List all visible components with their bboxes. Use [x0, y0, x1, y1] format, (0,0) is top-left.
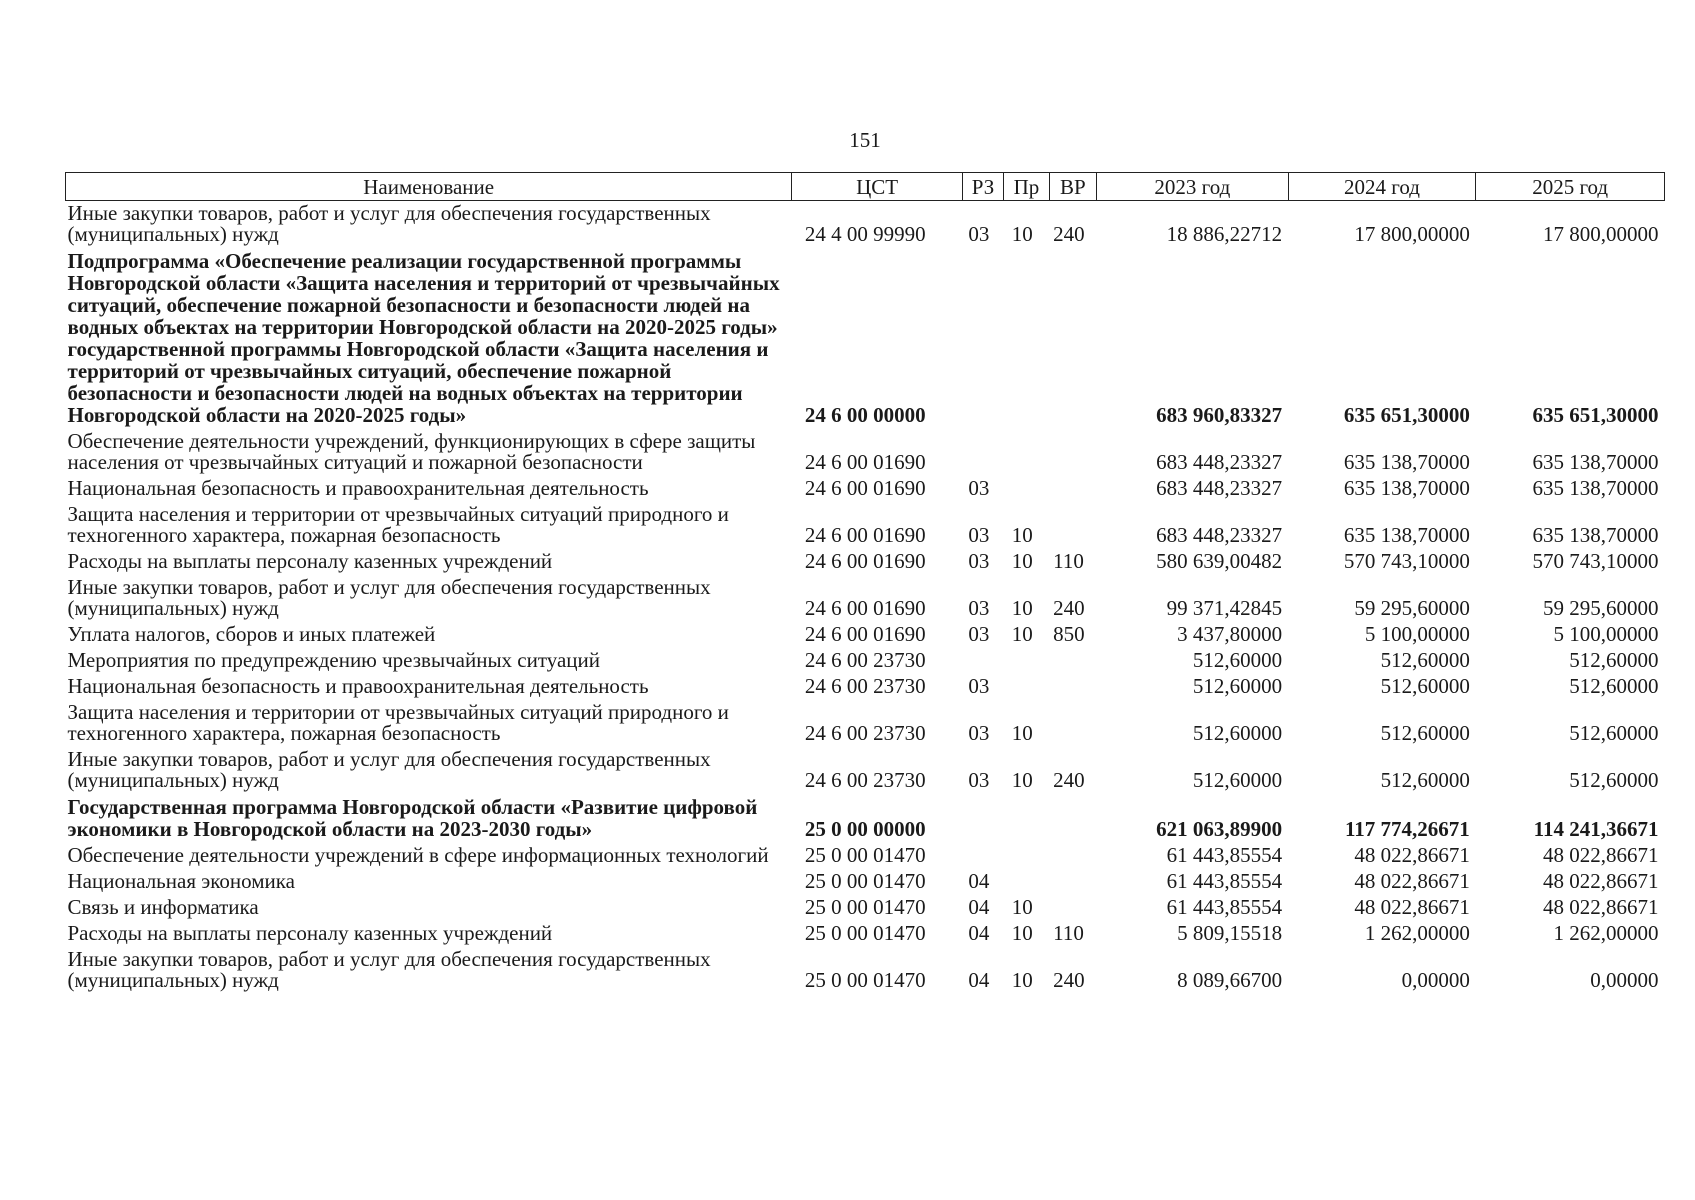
- cell-cst: 24 6 00 01690: [804, 549, 926, 573]
- column-header-pr: Пр: [1004, 173, 1049, 201]
- column-header-name: Наименование: [66, 173, 792, 201]
- cell-2023: 61 443,85554: [1166, 869, 1283, 893]
- cell-2025: 512,60000: [1569, 648, 1659, 672]
- cell-2025: 635 138,70000: [1532, 450, 1659, 474]
- cell-rz: 03: [968, 768, 990, 792]
- cell-2024: 512,60000: [1380, 768, 1470, 792]
- column-header-vr: ВР: [1049, 173, 1096, 201]
- cell-2024: 512,60000: [1380, 721, 1470, 745]
- cell-cst: 24 6 00 23730: [804, 768, 926, 792]
- cell-cst: 24 6 00 23730: [804, 648, 926, 672]
- cell-cst: 24 6 00 23730: [804, 674, 926, 698]
- cell-pr: [1004, 648, 1049, 674]
- cell-pr: [1004, 843, 1049, 869]
- cell-2025: 48 022,86671: [1543, 895, 1659, 919]
- table-row: [66, 476, 1665, 502]
- table-row: [66, 700, 1665, 747]
- cell-cst: 24 6 00 01690: [804, 622, 926, 646]
- cell-name: Расходы на выплаты персоналу казенных учреждений: [67, 921, 553, 945]
- table-row: [66, 794, 1665, 843]
- cell-2024: 48 022,86671: [1354, 843, 1470, 867]
- cell-2024: 1 262,00000: [1364, 921, 1470, 945]
- cell-2024: 570 743,10000: [1343, 549, 1470, 573]
- cell-2023: 683 448,23327: [1156, 476, 1283, 500]
- table-row: [66, 575, 1665, 622]
- cell-cst: 24 6 00 23730: [804, 721, 926, 745]
- cell-2025: 570 743,10000: [1532, 549, 1659, 573]
- cell-vr: 240: [1053, 968, 1085, 992]
- table-row: [66, 201, 1665, 249]
- cell-rz: [962, 248, 1003, 429]
- cell-2023: 512,60000: [1192, 721, 1283, 745]
- table-row: [66, 947, 1665, 994]
- cell-name: Защита населения и территории от чрезвычайных ситуаций природного и техногенного характера, пожарная безопасность: [67, 700, 729, 745]
- cell-rz: [962, 794, 1003, 843]
- cell-vr: [1049, 869, 1096, 895]
- column-header-2023: 2023 год: [1097, 173, 1289, 201]
- cell-cst: 25 0 00 01470: [804, 869, 926, 893]
- cell-2023: 18 886,22712: [1166, 222, 1283, 246]
- cell-pr: 10: [1011, 895, 1033, 919]
- cell-name: Мероприятия по предупреждению чрезвычайных ситуаций: [67, 648, 601, 672]
- cell-rz: 03: [968, 721, 990, 745]
- cell-2023: 61 443,85554: [1166, 895, 1283, 919]
- cell-name: Национальная безопасность и правоохранительная деятельность: [67, 674, 649, 698]
- cell-name: Национальная экономика: [67, 869, 295, 893]
- cell-2025: 635 138,70000: [1532, 476, 1659, 500]
- cell-cst: 25 0 00 00000: [804, 817, 926, 841]
- cell-2025: 512,60000: [1569, 674, 1659, 698]
- cell-cst: 24 6 00 00000: [804, 403, 926, 427]
- cell-name: Связь и информатика: [67, 895, 259, 919]
- cell-cst: 25 0 00 01470: [804, 843, 926, 867]
- cell-2025: 635 651,30000: [1532, 403, 1659, 427]
- cell-rz: 03: [968, 222, 990, 246]
- cell-2025: 48 022,86671: [1543, 869, 1659, 893]
- cell-name: Иные закупки товаров, работ и услуг для обеспечения государственных (муниципальных) нужд: [67, 201, 711, 246]
- cell-pr: 10: [1011, 721, 1033, 745]
- cell-pr: [1004, 476, 1049, 502]
- cell-cst: 25 0 00 01470: [804, 968, 926, 992]
- cell-vr: 240: [1053, 768, 1085, 792]
- cell-rz: 03: [968, 596, 990, 620]
- cell-2025: 48 022,86671: [1543, 843, 1659, 867]
- cell-pr: [1004, 869, 1049, 895]
- column-header-rz: РЗ: [962, 173, 1003, 201]
- cell-pr: 10: [1011, 921, 1033, 945]
- cell-pr: 10: [1011, 768, 1033, 792]
- cell-cst: 25 0 00 01470: [804, 921, 926, 945]
- cell-name: Иные закупки товаров, работ и услуг для обеспечения государственных (муниципальных) нужд: [67, 747, 711, 792]
- cell-2023: 5 809,15518: [1177, 921, 1283, 945]
- table-body: [66, 201, 1665, 995]
- cell-pr: 10: [1011, 549, 1033, 573]
- cell-rz: 03: [968, 476, 990, 500]
- cell-2024: 17 800,00000: [1354, 222, 1470, 246]
- cell-rz: 04: [968, 895, 990, 919]
- column-header-2024: 2024 год: [1288, 173, 1476, 201]
- cell-2023: 683 448,23327: [1156, 450, 1283, 474]
- cell-name: Обеспечение деятельности учреждений, функционирующих в сфере защиты населения от чрезвычайных ситуаций и пожарной безопасности: [67, 429, 756, 474]
- cell-2023: 683 960,83327: [1156, 403, 1283, 427]
- table-row: [66, 429, 1665, 476]
- cell-rz: 03: [968, 674, 990, 698]
- cell-vr: [1049, 895, 1096, 921]
- cell-2023: 61 443,85554: [1166, 843, 1283, 867]
- cell-rz: [962, 429, 1003, 476]
- cell-2024: 117 774,26671: [1344, 817, 1470, 841]
- cell-name: Подпрограмма «Обеспечение реализации государственной программы Новгородской области «Защита населения и территорий от чрезвычайных ситуаций, обеспечение пожарной безопасности и безопасности людей на водных объектах на территории Новгородской области на 2020-2025 годы» государственной программы Новгородской области «Защита населения и территорий от чрезвычайных ситуаций, обеспечение пожарной безопасности и безопасности людей на водных объектах на территории Новгородской области на 2020-2025 годы»: [67, 249, 780, 427]
- cell-pr: 10: [1011, 222, 1033, 246]
- cell-2023: 512,60000: [1192, 768, 1283, 792]
- cell-vr: 240: [1053, 222, 1085, 246]
- cell-vr: [1049, 476, 1096, 502]
- table-row: [66, 248, 1665, 429]
- cell-2023: 621 063,89900: [1156, 817, 1283, 841]
- cell-vr: [1049, 674, 1096, 700]
- cell-pr: [1004, 674, 1049, 700]
- cell-2024: 635 138,70000: [1343, 450, 1470, 474]
- cell-pr: [1004, 429, 1049, 476]
- cell-cst: 24 6 00 01690: [804, 476, 926, 500]
- cell-vr: 110: [1053, 921, 1084, 945]
- cell-2025: 17 800,00000: [1543, 222, 1659, 246]
- cell-rz: [962, 648, 1003, 674]
- table-row: [66, 869, 1665, 895]
- cell-pr: [1004, 248, 1049, 429]
- cell-2025: 5 100,00000: [1553, 622, 1659, 646]
- cell-name: Обеспечение деятельности учреждений в сфере информационных технологий: [67, 843, 769, 867]
- cell-pr: 10: [1011, 622, 1033, 646]
- cell-2024: 635 651,30000: [1343, 403, 1470, 427]
- cell-name: Уплата налогов, сборов и иных платежей: [67, 622, 436, 646]
- cell-2023: 512,60000: [1192, 648, 1283, 672]
- cell-2023: 8 089,66700: [1177, 968, 1283, 992]
- cell-2023: 683 448,23327: [1156, 523, 1283, 547]
- cell-vr: 110: [1053, 549, 1084, 573]
- cell-cst: 24 6 00 01690: [804, 596, 926, 620]
- cell-2025: 0,00000: [1590, 968, 1659, 992]
- budget-table: [65, 172, 1665, 994]
- table-row: [66, 648, 1665, 674]
- cell-2024: 0,00000: [1401, 968, 1470, 992]
- cell-vr: [1049, 502, 1096, 549]
- cell-pr: 10: [1011, 968, 1033, 992]
- cell-name: Иные закупки товаров, работ и услуг для обеспечения государственных (муниципальных) нужд: [67, 947, 711, 992]
- cell-2024: 59 295,60000: [1354, 596, 1470, 620]
- table-row: [66, 502, 1665, 549]
- cell-name: Государственная программа Новгородской области «Развитие цифровой экономики в Новгородской области на 2023-2030 годы»: [67, 795, 758, 841]
- table-row: [66, 843, 1665, 869]
- cell-2025: 114 241,36671: [1533, 817, 1659, 841]
- cell-rz: 03: [968, 622, 990, 646]
- cell-2024: 48 022,86671: [1354, 895, 1470, 919]
- cell-2024: 635 138,70000: [1343, 476, 1470, 500]
- table-row: [66, 895, 1665, 921]
- column-header-2025: 2025 год: [1476, 173, 1665, 201]
- cell-cst: 25 0 00 01470: [804, 895, 926, 919]
- cell-rz: 04: [968, 921, 990, 945]
- cell-cst: 24 6 00 01690: [804, 450, 926, 474]
- cell-2024: 512,60000: [1380, 674, 1470, 698]
- table-row: [66, 674, 1665, 700]
- cell-2023: 3 437,80000: [1177, 622, 1283, 646]
- cell-2024: 635 138,70000: [1343, 523, 1470, 547]
- cell-2025: 59 295,60000: [1543, 596, 1659, 620]
- cell-vr: 850: [1053, 622, 1085, 646]
- cell-2024: 5 100,00000: [1364, 622, 1470, 646]
- cell-vr: [1049, 843, 1096, 869]
- cell-2025: 512,60000: [1569, 721, 1659, 745]
- cell-2025: 512,60000: [1569, 768, 1659, 792]
- cell-rz: 03: [968, 549, 990, 573]
- page-number: 151: [849, 128, 881, 152]
- cell-vr: [1049, 248, 1096, 429]
- table-row: [66, 921, 1665, 947]
- column-header-cst: ЦСТ: [792, 173, 962, 201]
- cell-2024: 512,60000: [1380, 648, 1470, 672]
- table-header-row: [66, 173, 1665, 201]
- table-row: [66, 549, 1665, 575]
- cell-name: Расходы на выплаты персоналу казенных учреждений: [67, 549, 553, 573]
- cell-pr: 10: [1011, 523, 1033, 547]
- cell-name: Национальная безопасность и правоохранительная деятельность: [67, 476, 649, 500]
- cell-vr: 240: [1053, 596, 1085, 620]
- cell-vr: [1049, 794, 1096, 843]
- cell-rz: 04: [968, 869, 990, 893]
- cell-cst: 24 6 00 01690: [804, 523, 926, 547]
- cell-vr: [1049, 700, 1096, 747]
- cell-2023: 99 371,42845: [1166, 596, 1283, 620]
- table-row: [66, 622, 1665, 648]
- cell-vr: [1049, 429, 1096, 476]
- cell-name: Защита населения и территории от чрезвычайных ситуаций природного и техногенного характера, пожарная безопасность: [67, 502, 729, 547]
- cell-2025: 1 262,00000: [1553, 921, 1659, 945]
- cell-name: Иные закупки товаров, работ и услуг для обеспечения государственных (муниципальных) нужд: [67, 575, 711, 620]
- cell-vr: [1049, 648, 1096, 674]
- cell-pr: 10: [1011, 596, 1033, 620]
- cell-rz: 03: [968, 523, 990, 547]
- cell-rz: [962, 843, 1003, 869]
- cell-cst: 24 4 00 99990: [804, 222, 926, 246]
- cell-2025: 635 138,70000: [1532, 523, 1659, 547]
- cell-pr: [1004, 794, 1049, 843]
- cell-rz: 04: [968, 968, 990, 992]
- cell-2023: 580 639,00482: [1156, 549, 1283, 573]
- cell-2023: 512,60000: [1192, 674, 1283, 698]
- table-row: [66, 747, 1665, 794]
- cell-2024: 48 022,86671: [1354, 869, 1470, 893]
